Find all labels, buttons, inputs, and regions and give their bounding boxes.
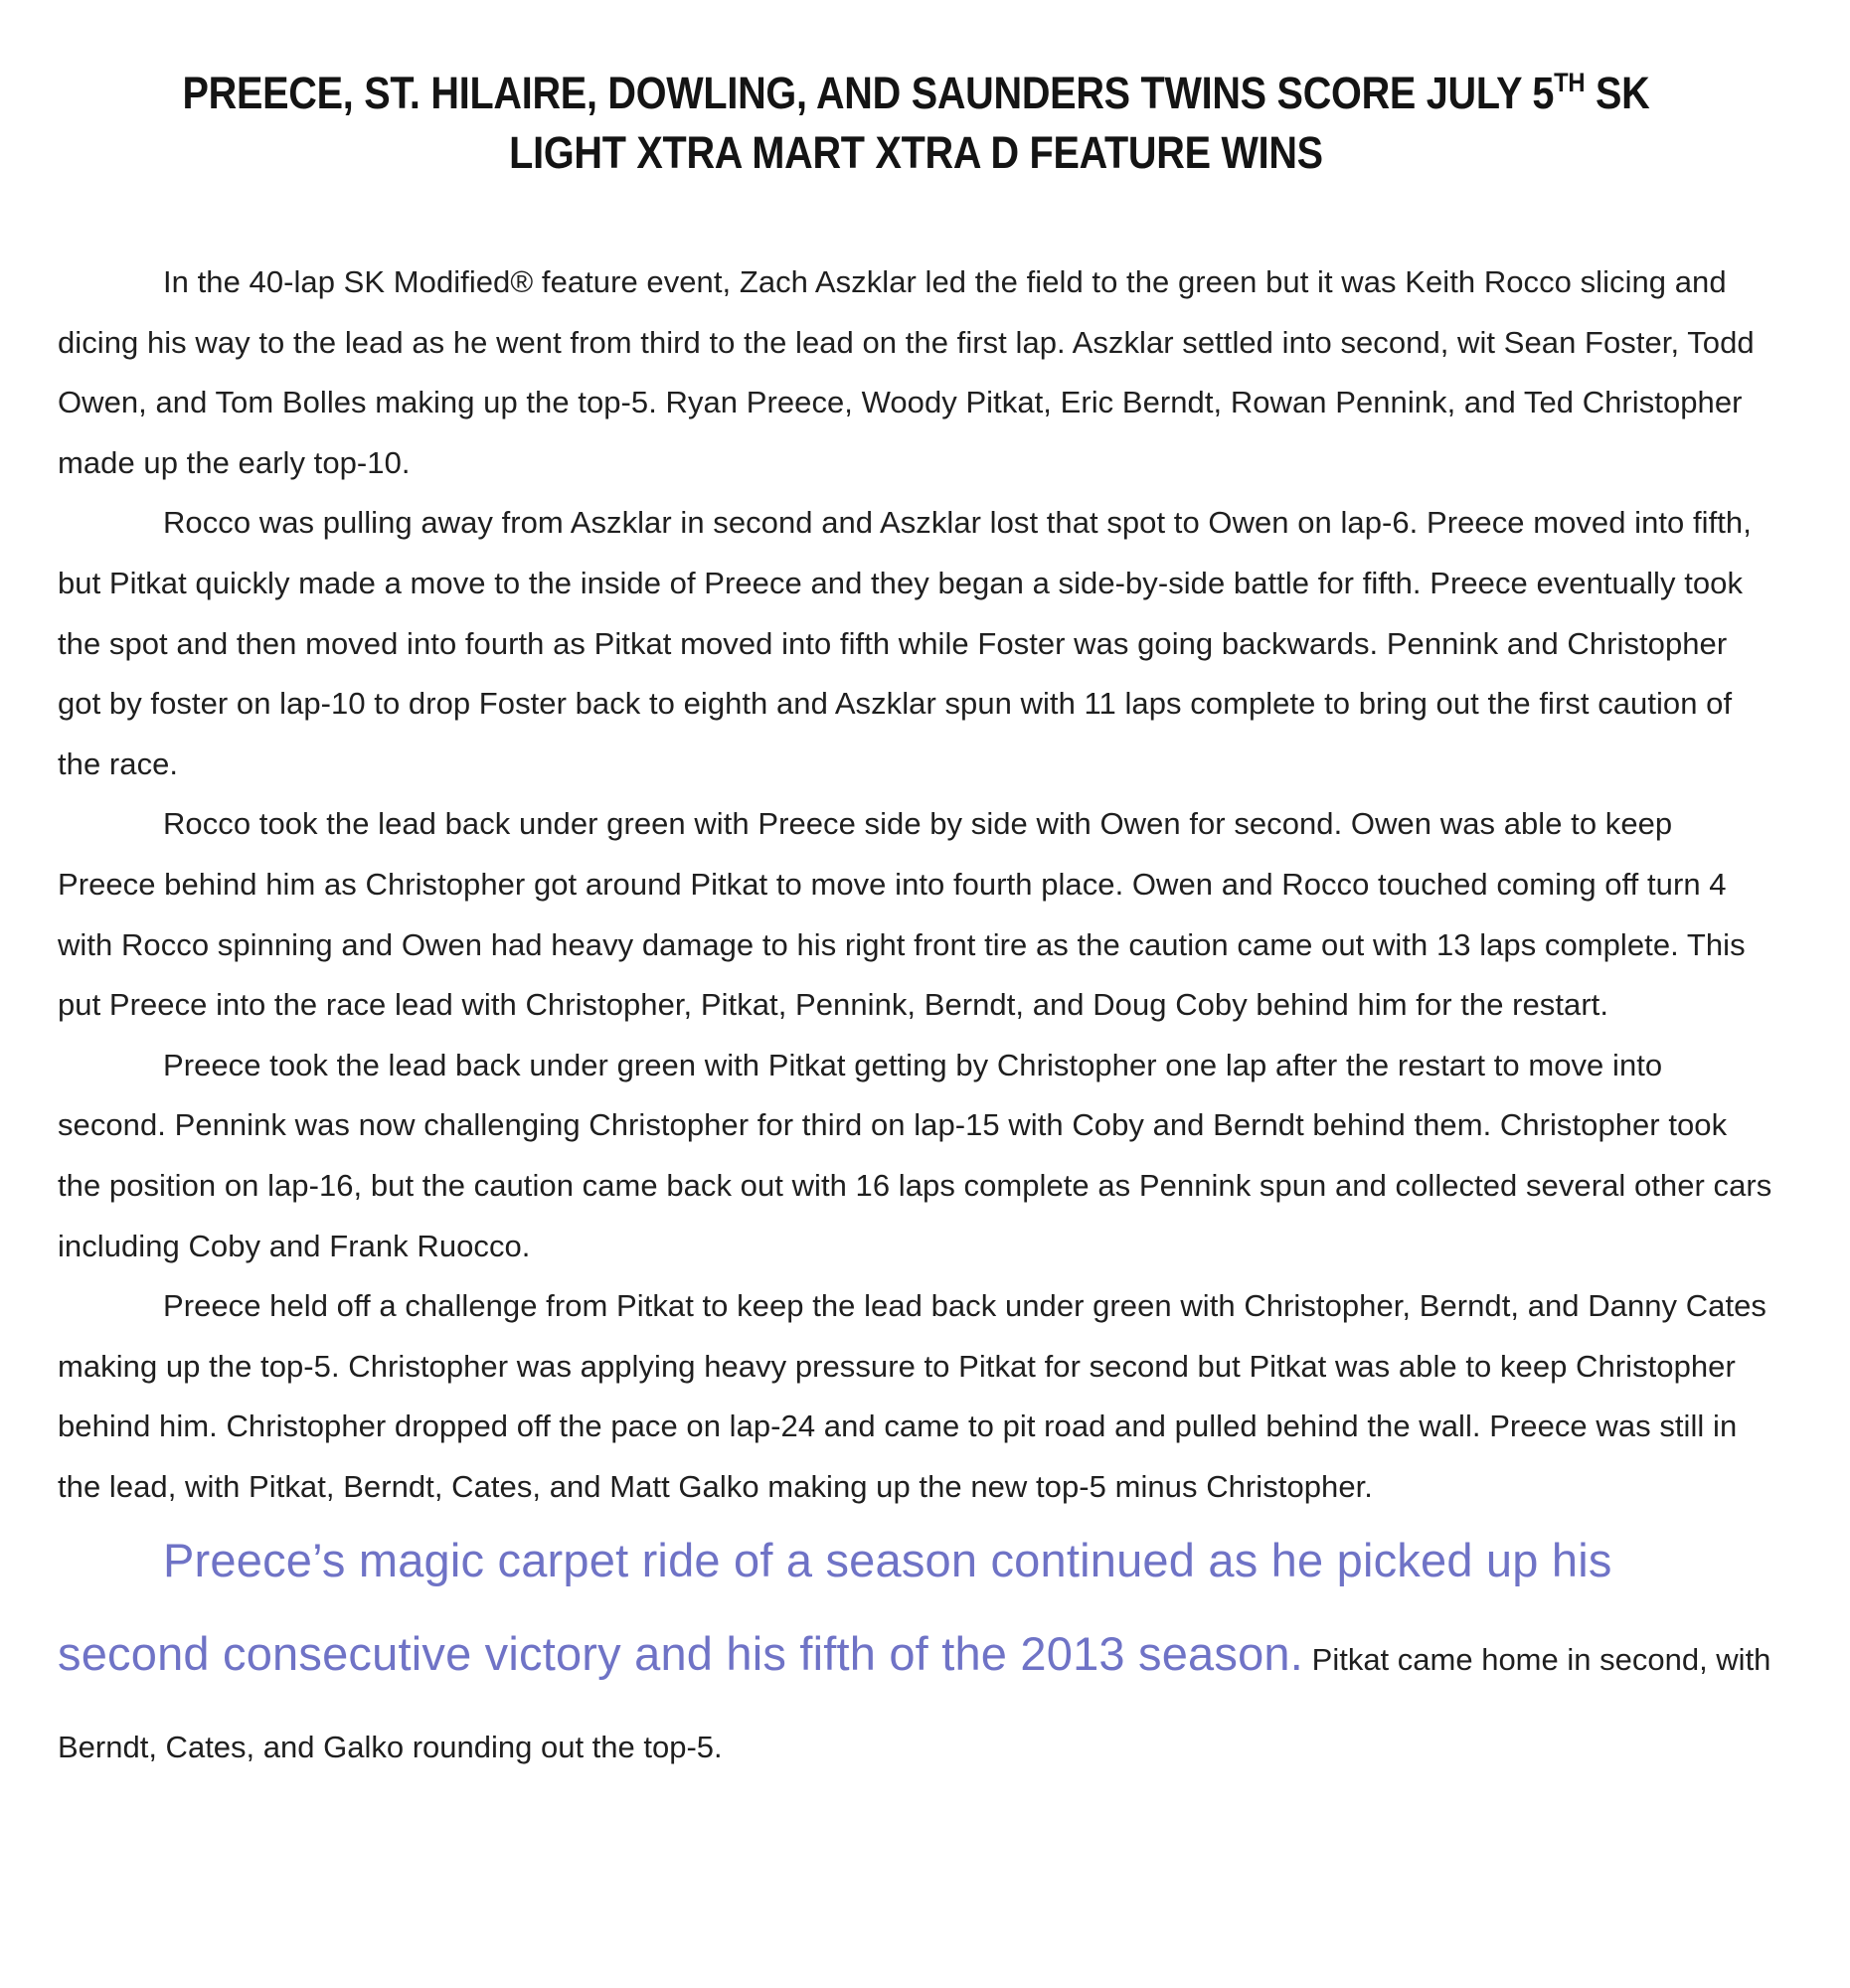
headline-ordinal-superscript: TH xyxy=(1554,68,1586,97)
highlighted-sentence: Preece’s magic carpet ride of a season continued as he picked up his second consecutive victory and his fifth of the 2013 season. xyxy=(58,1534,1612,1681)
article-paragraph-4: Preece took the lead back under green with Pitkat getting by Christopher one lap after the restart to move into second. Pennink was now challenging Christopher for third on lap-15 with Coby and Berndt behind them. Christopher took the position on lap-16, but the caution came back out with 16 laps complete as Pennink spun and collected several other cars including Coby and Frank Ruocco. xyxy=(58,1047,1772,1263)
article-paragraph-2: Rocco was pulling away from Aszklar in second and Aszklar lost that spot to Owen on lap-6. Preece moved into fifth, but Pitkat quickly made a move to the inside of Preece and they began a side-by-side battle for fifth. Preece eventually took the spot and then moved into fourth as Pitkat moved into fifth while Foster was going backwards. Pennink and Christopher got by foster on lap-10 to drop Foster back to eighth and Aszklar spun with 11 laps complete to bring out the first caution of the race. xyxy=(58,505,1752,781)
article-paragraph-5: Preece held off a challenge from Pitkat to keep the lead back under green with Christopher, Berndt, and Danny Cates making up the top-5. Christopher was applying heavy pressure to Pitkat for second but Pitkat was able to keep Christopher behind him. Christopher dropped off the pace on lap-24 and came to pit road and pulled behind the wall. Preece was still in the lead, with Pitkat, Berndt, Cates, and Matt Galko making up the new top-5 minus Christopher. xyxy=(58,1288,1766,1504)
headline-line-1 xyxy=(182,68,1649,118)
article-paragraph-final xyxy=(58,1517,1774,1791)
headline xyxy=(161,64,1672,183)
article-paragraph-3: Rocco took the lead back under green with Preece side by side with Owen for second. Owen was able to keep Preece behind him as Christopher got around Pitkat to move into fourth place. Owen and Rocco touched coming off turn 4 with Rocco spinning and Owen had heavy damage to his right front tire as the caution came out with 13 laps complete. This put Preece into the race lead with Christopher, Pitkat, Pennink, Berndt, and Doug Coby behind him for the restart. xyxy=(58,806,1746,1023)
headline-line-1-prefix: PREECE, ST. HILAIRE, DOWLING, AND SAUNDERS TWINS SCORE JULY 5 xyxy=(182,68,1555,118)
article-paragraph-1: In the 40-lap SK Modified® feature event, Zach Aszklar led the field to the green but it was Keith Rocco slicing and dicing his way to the lead as he went from third to the lead on the first lap. Aszklar settled into second, wit Sean Foster, Todd Owen, and Tom Bolles making up the top-5. Ryan Preece, Woody Pitkat, Eric Berndt, Rowan Pennink, and Ted Christopher made up the early top-10. xyxy=(58,264,1755,480)
headline-line-1-suffix: SK xyxy=(1585,68,1650,118)
headline-line-2: LIGHT XTRA MART XTRA D FEATURE WINS xyxy=(509,127,1323,178)
final-paragraph-rest: Pitkat came home in second, with Berndt, Cates, and Galko rounding out the top-5. xyxy=(58,1642,1771,1765)
article-body xyxy=(58,252,1774,1791)
